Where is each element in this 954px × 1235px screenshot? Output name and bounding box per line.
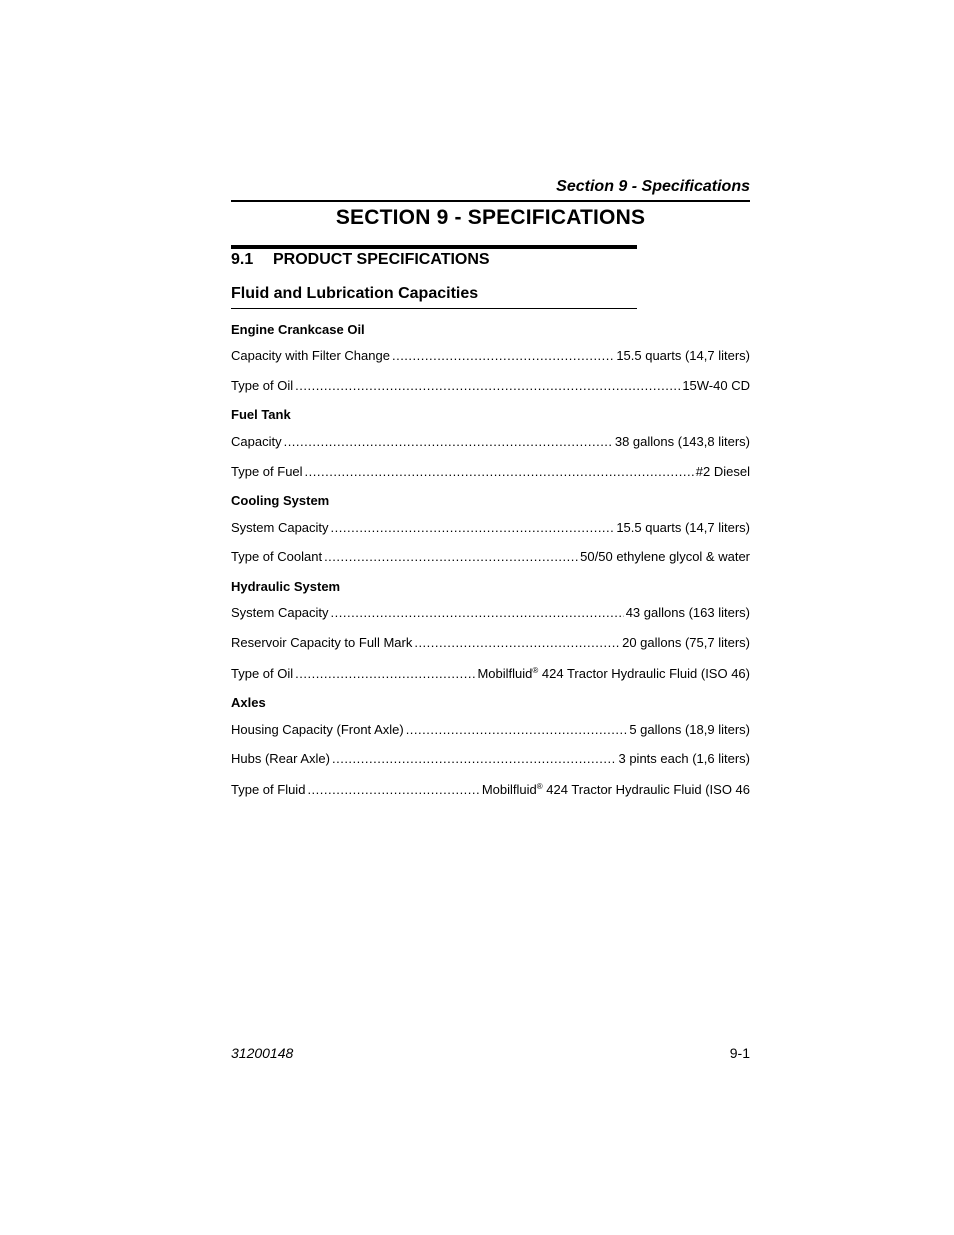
subsection-number: 9.1 <box>231 251 254 268</box>
spec-value <box>477 666 750 682</box>
dot-leader <box>331 520 615 536</box>
spec-value: 15.5 quarts (14,7 liters) <box>616 348 750 363</box>
spec-row <box>231 666 750 682</box>
spec-row <box>231 782 750 798</box>
spec-value: 3 pints each (1,6 liters) <box>618 751 750 766</box>
dot-leader <box>414 635 620 651</box>
spec-label: Type of Oil <box>231 378 294 393</box>
capacities-title: Fluid and Lubrication Capacities <box>231 285 479 302</box>
registered-mark: ® <box>536 782 543 791</box>
spec-row <box>231 722 750 738</box>
spec-row <box>231 434 750 450</box>
spec-value: 38 gallons (143,8 liters) <box>614 434 750 449</box>
spec-value: 15.5 quarts (14,7 liters) <box>616 520 750 535</box>
spec-label: Reservoir Capacity to Full Mark <box>231 635 413 650</box>
dot-leader <box>406 722 628 738</box>
spec-label: Housing Capacity (Front Axle) <box>231 722 404 737</box>
spec-row <box>231 751 750 767</box>
dot-leader <box>295 378 680 394</box>
dot-leader <box>307 782 479 798</box>
subsection-title-text: PRODUCT SPECIFICATIONS <box>273 251 490 268</box>
document-number: 31200148 <box>231 1045 294 1061</box>
dot-leader <box>284 434 613 450</box>
dot-leader <box>324 549 578 565</box>
fluid-description: 424 Tractor Hydraulic Fluid (ISO 46) <box>538 666 750 681</box>
spec-label: Type of Fuel <box>231 464 303 479</box>
spec-value: 5 gallons (18,9 liters) <box>629 722 750 737</box>
spec-label: Type of Coolant <box>231 549 323 564</box>
brand-name: Mobilfluid <box>481 782 537 797</box>
spec-value: 50/50 ethylene glycol & water <box>580 549 750 564</box>
registered-mark: ® <box>532 666 539 675</box>
spec-value <box>482 782 750 798</box>
spec-row <box>231 464 750 480</box>
group-title-engine-crankcase-oil: Engine Crankcase Oil <box>231 322 365 337</box>
running-header: Section 9 - Specifications <box>556 178 750 195</box>
page-number: 9-1 <box>729 1045 750 1061</box>
spec-value: 43 gallons (163 liters) <box>625 605 750 620</box>
spec-row <box>231 549 750 565</box>
section-title: SECTION 9 - SPECIFICATIONS <box>335 206 646 229</box>
capacities-rule <box>231 308 637 309</box>
dot-leader <box>332 751 617 767</box>
spec-label: Type of Fluid <box>231 782 306 797</box>
fluid-description: 424 Tractor Hydraulic Fluid (ISO 46 <box>542 782 750 797</box>
spec-label: Capacity <box>231 434 282 449</box>
spec-value: 15W-40 CD <box>682 378 750 393</box>
header-rule <box>231 200 750 202</box>
dot-leader <box>295 666 475 682</box>
spec-label: System Capacity <box>231 520 329 535</box>
spec-label: Type of Oil <box>231 666 294 681</box>
dot-leader <box>392 348 614 364</box>
dot-leader <box>331 605 624 621</box>
section-rule <box>231 245 637 249</box>
group-title-fuel-tank: Fuel Tank <box>231 407 291 422</box>
spec-row <box>231 378 750 394</box>
spec-value: 20 gallons (75,7 liters) <box>622 635 750 650</box>
spec-value: #2 Diesel <box>695 464 750 479</box>
spec-label: Capacity with Filter Change <box>231 348 390 363</box>
brand-name: Mobilfluid <box>477 666 533 681</box>
spec-row <box>231 635 750 651</box>
spec-label: Hubs (Rear Axle) <box>231 751 330 766</box>
group-title-axles: Axles <box>231 695 266 710</box>
group-title-hydraulic-system: Hydraulic System <box>231 579 341 594</box>
spec-label: System Capacity <box>231 605 329 620</box>
spec-row <box>231 520 750 536</box>
spec-row <box>231 605 750 621</box>
spec-row <box>231 348 750 364</box>
group-title-cooling-system: Cooling System <box>231 493 330 508</box>
dot-leader <box>305 464 694 480</box>
subsection-title <box>231 251 490 269</box>
